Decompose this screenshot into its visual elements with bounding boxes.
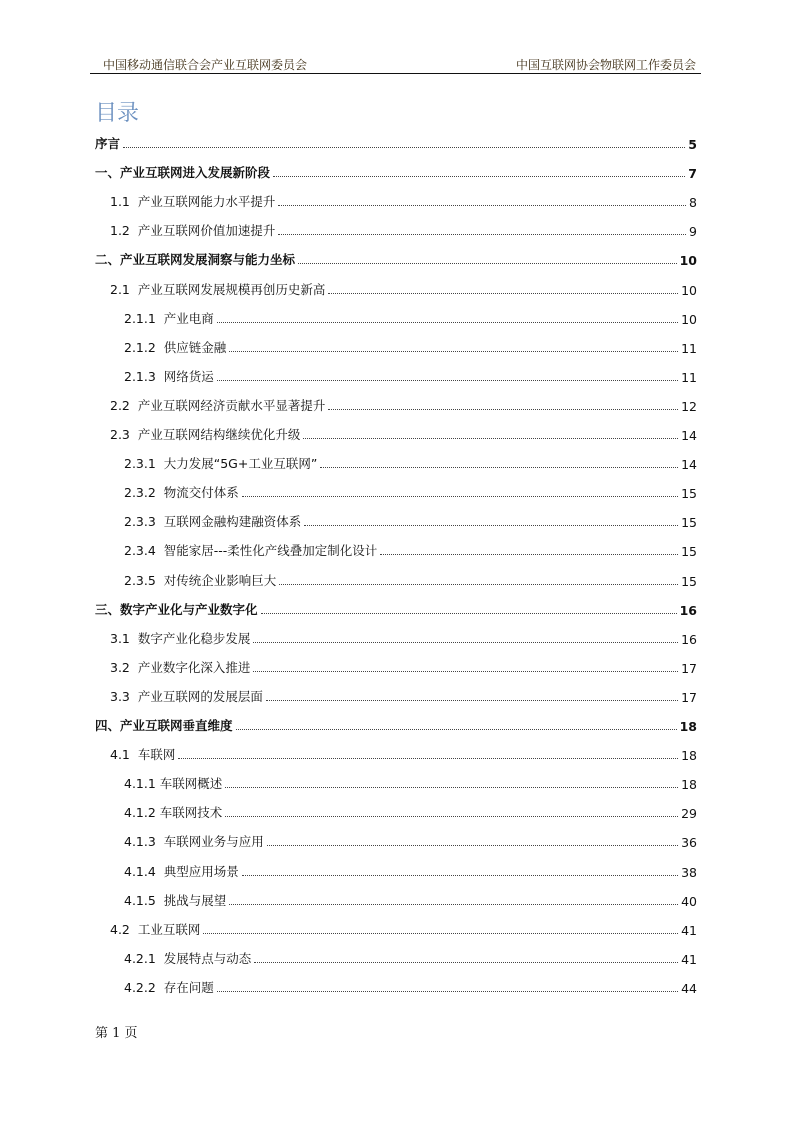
toc-entry-page: 12 — [681, 398, 697, 414]
toc-entry-label: 序言 — [95, 136, 121, 151]
toc-entry-label: 四、产业互联网垂直维度 — [95, 718, 233, 733]
dot-leader — [253, 642, 678, 643]
toc-entry-label: 2.2 产业互联网经济贡献水平显著提升 — [110, 397, 326, 413]
toc-entry-page: 9 — [689, 224, 697, 240]
toc-entry-label: 二、产业互联网发展洞察与能力坐标 — [95, 252, 296, 268]
toc-entry-page: 18 — [679, 719, 697, 734]
dot-leader — [278, 205, 686, 206]
toc-entry[interactable] — [110, 918, 697, 938]
toc-entry[interactable] — [124, 801, 697, 821]
toc-entry-label: 1.1 产业互联网能力水平提升 — [110, 194, 276, 210]
toc-entry-page: 15 — [681, 544, 697, 560]
toc-entry[interactable] — [124, 976, 697, 996]
toc-entry[interactable] — [110, 743, 697, 763]
toc-entry-label: 3.1 数字产业化稳步发展 — [110, 630, 251, 646]
header-right: 中国互联网协会物联网工作委员会 — [515, 58, 696, 72]
dot-leader — [328, 409, 678, 410]
dot-leader — [273, 176, 685, 177]
toc-entry[interactable] — [95, 161, 697, 181]
toc-entry-label: 4.1.2 车联网技术 — [124, 805, 223, 821]
toc-entry[interactable] — [95, 248, 697, 268]
toc-entry[interactable] — [124, 860, 697, 880]
toc-entry-page: 10 — [679, 253, 697, 269]
dot-leader — [253, 671, 678, 672]
toc-entry[interactable] — [124, 365, 697, 385]
dot-leader — [229, 351, 678, 352]
toc-entry[interactable] — [124, 336, 697, 356]
toc-entry-label: 2.3.1 大力发展“5G+工业互联网” — [124, 456, 318, 472]
dot-leader — [303, 438, 678, 439]
toc-entry[interactable] — [110, 219, 697, 239]
dot-leader — [123, 147, 685, 148]
toc-entry-page: 38 — [681, 864, 697, 880]
toc-entry[interactable] — [124, 539, 697, 559]
toc-entry-page: 18 — [681, 777, 697, 793]
toc-entry-page: 8 — [689, 195, 697, 211]
toc-entry-label: 2.1.3 网络货运 — [124, 368, 214, 384]
toc-entry[interactable] — [95, 598, 697, 618]
dot-leader — [279, 584, 678, 585]
toc-entry[interactable] — [124, 569, 697, 589]
toc-entry[interactable] — [124, 510, 697, 530]
toc-entry-label: 4.2.1 发展特点与动态 — [124, 950, 252, 966]
toc-entry-page: 18 — [681, 748, 697, 764]
toc-entry[interactable] — [124, 307, 697, 327]
dot-leader — [298, 263, 677, 264]
toc-entry[interactable] — [124, 947, 697, 967]
dot-leader — [304, 525, 678, 526]
toc-entry-page: 40 — [681, 893, 697, 909]
toc-entry-label: 2.3.4 智能家居---柔性化产线叠加定制化设计 — [124, 543, 378, 559]
dot-leader — [254, 962, 678, 963]
dot-leader — [380, 554, 678, 555]
toc-entry[interactable] — [110, 656, 697, 676]
dot-leader — [178, 758, 678, 759]
toc-entry[interactable] — [110, 685, 697, 705]
toc-entry-page: 29 — [681, 806, 697, 822]
toc-entry-label: 2.1.1 产业电商 — [124, 310, 214, 326]
toc-entry-page: 7 — [688, 166, 697, 182]
toc-entry-label: 2.1.2 供应链金融 — [124, 339, 227, 355]
toc-entry[interactable] — [110, 423, 697, 443]
header-divider — [90, 73, 701, 74]
toc-entry-label: 3.3 产业互联网的发展层面 — [110, 688, 263, 704]
toc-entry[interactable] — [124, 772, 697, 792]
toc-entry-label: 2.3.2 物流交付体系 — [124, 485, 239, 501]
toc-title: 目录 — [95, 101, 140, 126]
toc-entry[interactable] — [110, 627, 697, 647]
dot-leader — [261, 613, 677, 614]
dot-leader — [320, 467, 678, 468]
toc-entry-label: 4.2.2 存在问题 — [124, 979, 214, 995]
toc-entry-label: 4.1.4 典型应用场景 — [124, 863, 239, 879]
toc-entry-page: 15 — [681, 486, 697, 502]
toc-entry[interactable] — [124, 889, 697, 909]
toc-entry-page: 10 — [681, 282, 697, 298]
dot-leader — [267, 845, 678, 846]
toc-entry[interactable] — [95, 132, 697, 152]
toc-entry-page: 17 — [681, 689, 697, 705]
dot-leader — [266, 700, 678, 701]
toc-entry-page: 16 — [681, 631, 697, 647]
toc-entry-label: 4.1 车联网 — [110, 747, 176, 763]
toc-entry[interactable] — [110, 278, 697, 298]
toc-entry-label: 2.3.5 对传统企业影响巨大 — [124, 572, 277, 588]
dot-leader — [236, 729, 677, 730]
dot-leader — [278, 234, 686, 235]
dot-leader — [229, 904, 678, 905]
dot-leader — [225, 787, 678, 788]
toc-entry-page: 11 — [681, 340, 697, 356]
toc-entry[interactable] — [124, 830, 697, 850]
header-left: 中国移动通信联合会产业互联网委员会 — [103, 58, 308, 72]
toc-entry-label: 4.1.3 车联网业务与应用 — [124, 834, 264, 850]
toc-entry-label: 三、数字产业化与产业数字化 — [95, 601, 258, 617]
dot-leader — [203, 933, 678, 934]
toc-entry-page: 5 — [688, 137, 697, 152]
toc-entry-label: 2.3.3 互联网金融构建融资体系 — [124, 514, 302, 530]
toc-entry-label: 2.1 产业互联网发展规模再创历史新高 — [110, 281, 326, 297]
toc-entry[interactable] — [124, 452, 697, 472]
dot-leader — [217, 991, 678, 992]
toc-entry[interactable] — [124, 481, 697, 501]
dot-leader — [242, 875, 678, 876]
toc-entry-page: 15 — [681, 573, 697, 589]
toc-entry-page: 41 — [681, 922, 697, 938]
toc-entry-label: 2.3 产业互联网结构继续优化升级 — [110, 427, 301, 442]
dot-leader — [225, 816, 678, 817]
toc-entry[interactable] — [110, 394, 697, 414]
toc-entry-page: 14 — [681, 457, 697, 473]
toc-entry-label: 3.2 产业数字化深入推进 — [110, 659, 251, 675]
toc-entry-page: 10 — [681, 311, 697, 327]
dot-leader — [242, 496, 678, 497]
toc-entry[interactable] — [110, 190, 697, 210]
toc-entry-label: 4.2 工业互联网 — [110, 921, 201, 937]
toc-entry-page: 36 — [681, 835, 697, 851]
page-number: 第 1 页 — [95, 1026, 138, 1041]
dot-leader — [328, 293, 678, 294]
dot-leader — [217, 322, 678, 323]
toc-entry-page: 44 — [681, 980, 697, 996]
toc-entry-page: 15 — [681, 515, 697, 531]
toc-entry-label: 4.1.5 挑战与展望 — [124, 892, 227, 908]
toc-entry-page: 17 — [681, 660, 697, 676]
toc-entry-page: 16 — [679, 602, 697, 618]
toc-entry-label: 一、产业互联网进入发展新阶段 — [95, 165, 271, 181]
toc-entry-page: 14 — [681, 428, 697, 443]
toc-entry-label: 1.2 产业互联网价值加速提升 — [110, 223, 276, 239]
toc-entry[interactable] — [95, 714, 697, 734]
toc-entry-label: 4.1.1 车联网概述 — [124, 776, 223, 792]
toc-entry-page: 11 — [681, 369, 697, 385]
toc-entry-page: 41 — [681, 951, 697, 967]
dot-leader — [217, 380, 678, 381]
